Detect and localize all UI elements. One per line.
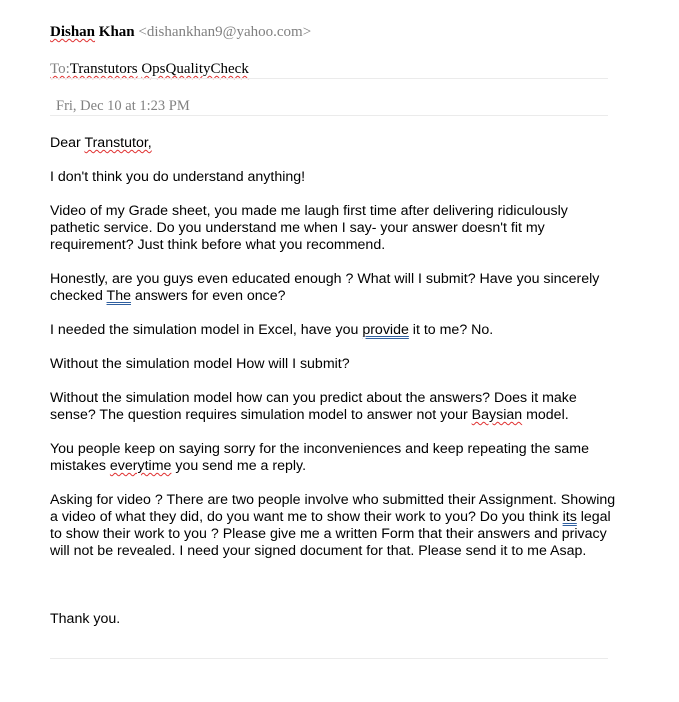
to-label: To: — [50, 61, 70, 77]
recipient-name-b[interactable]: OpsQualityCheck — [141, 61, 249, 77]
greeting: Dear Transtutor, — [50, 135, 152, 151]
paragraph-1: I don't think you do understand anything! — [50, 169, 306, 185]
sent-date: Fri, Dec 10 at 1:23 PM — [56, 98, 190, 114]
paragraph-4: I needed the simulation model in Excel, have you provide it to me? No. — [50, 322, 494, 338]
paragraph-8: Asking for video ? There are two people involve who submitted their Assignment. Showing a video of what they did, do you want me to show their work to you? Do you think its legal to show their work to you ? Please give me a written Form that their answers and privacy will not be revealed. I need your signed document for that. Please send it to me Asap. — [50, 492, 616, 559]
sender-name: Dishan Khan — [50, 24, 135, 40]
header-divider-bottom — [50, 115, 608, 116]
sender-line — [50, 24, 311, 41]
paragraph-5: Without the simulation model How will I submit? — [50, 356, 350, 372]
closing: Thank you. — [50, 611, 121, 627]
sender-email[interactable]: <dishankhan9@yahoo.com> — [134, 24, 312, 40]
footer-divider — [50, 658, 608, 659]
recipient-line — [50, 61, 249, 78]
spacer — [50, 577, 620, 594]
recipient-name-a[interactable]: Transtutors — [69, 61, 138, 77]
paragraph-6: Without the simulation model how can you predict about the answers? Does it make sense? The question requires simulation model to answer not your Baysian model. — [50, 390, 577, 423]
paragraph-3: Honestly, are you guys even educated enough ? What will I submit? Have you sincerely checked The answers for even once? — [50, 271, 600, 304]
paragraph-7: You people keep on saying sorry for the inconveniences and keep repeating the same mistakes everytime you send me a reply. — [50, 441, 589, 474]
paragraph-2: Video of my Grade sheet, you made me laugh first time after delivering ridiculously pathetic service. Do you understand me when I say- your answer doesn't fit my requirement? Just think before what you recommend. — [50, 203, 568, 253]
email-body — [50, 135, 620, 645]
header-divider-top — [50, 78, 608, 79]
